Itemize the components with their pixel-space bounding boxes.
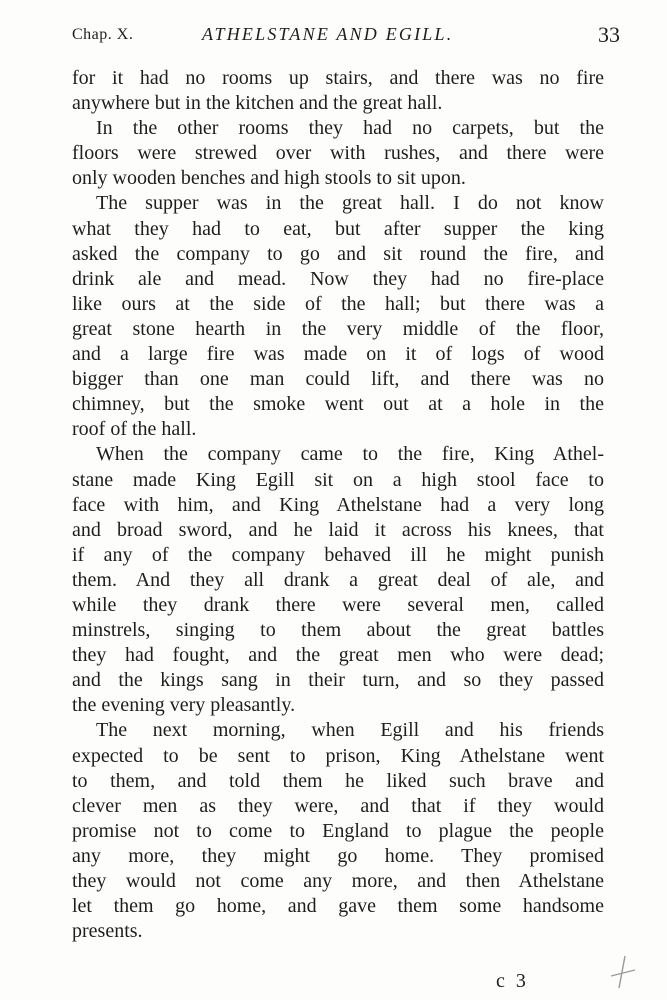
text-line: chimney, but the smoke went out at a hole in the xyxy=(72,393,604,416)
signature-mark: c 3 xyxy=(496,970,529,992)
text-line: promise not to come to England to plague the people xyxy=(72,819,604,842)
text-line: asked the company to go and sit round the fire, and xyxy=(72,242,604,265)
text-line: any more, they might go home. They promised xyxy=(72,844,604,867)
text-line: if any of the company behaved ill he might punish xyxy=(72,543,604,566)
text-line: bigger than one man could lift, and there was no xyxy=(72,368,604,391)
text-line: while they drank there were several men, called xyxy=(72,593,604,616)
paragraph xyxy=(72,718,604,944)
text-line: great stone hearth in the very middle of the floor, xyxy=(72,317,604,340)
text-line: face with him, and King Athelstane had a very long xyxy=(72,493,604,516)
text-line: floors were strewed over with rushes, and there were xyxy=(72,142,604,165)
running-head xyxy=(72,20,620,54)
text-line: to them, and told them he liked such brave and xyxy=(72,769,604,792)
text-line: expected to be sent to prison, King Athelstane went xyxy=(72,744,604,767)
text-line: only wooden benches and high stools to sit upon. xyxy=(72,167,466,190)
text-line: for it had no rooms up stairs, and there was no fire xyxy=(72,67,604,89)
text-line: When the company came to the fire, King Athel- xyxy=(96,443,604,466)
pencil-cross-mark xyxy=(605,950,639,990)
text-line: stane made King Egill sit on a high stool face to xyxy=(72,468,604,491)
text-line: let them go home, and gave them some handsome xyxy=(72,895,604,918)
text-line: minstrels, singing to them about the great battles xyxy=(72,619,604,642)
text-line: clever men as they were, and that if they would xyxy=(72,794,604,817)
text-line: they had fought, and the great men who were dead; xyxy=(72,644,604,667)
page-number: 33 xyxy=(598,22,620,47)
text-line: what they had to eat, but after supper the king xyxy=(72,217,604,240)
body-text xyxy=(72,66,604,944)
chapter-label: Chap. X. xyxy=(72,26,134,43)
paragraph xyxy=(72,442,604,718)
text-line: The supper was in the great hall. I do not know xyxy=(96,192,604,215)
text-line: them. And they all drank a great deal of ale, and xyxy=(72,568,604,591)
text-line: they would not come any more, and then Athelstane xyxy=(72,870,604,892)
text-line: drink ale and mead. Now they had no fire-place xyxy=(72,267,604,290)
paragraph xyxy=(72,191,604,442)
text-line: like ours at the side of the hall; but there was a xyxy=(72,292,604,315)
paragraph xyxy=(72,116,604,191)
text-line: anywhere but in the kitchen and the great hall. xyxy=(72,92,443,115)
text-line: roof of the hall. xyxy=(72,418,197,441)
text-line: presents. xyxy=(72,920,143,943)
text-line: and broad sword, and he laid it across his knees, that xyxy=(72,518,604,541)
running-title: ATHELSTANE AND EGILL. xyxy=(202,24,454,44)
paragraph xyxy=(72,66,604,116)
text-line: The next morning, when Egill and his friends xyxy=(96,719,604,742)
text-line: and the kings sang in their turn, and so they passed xyxy=(72,669,604,692)
text-line: and a large fire was made on it of logs of wood xyxy=(72,343,604,366)
text-line: In the other rooms they had no carpets, but the xyxy=(96,117,604,140)
text-line: the evening very pleasantly. xyxy=(72,694,296,717)
